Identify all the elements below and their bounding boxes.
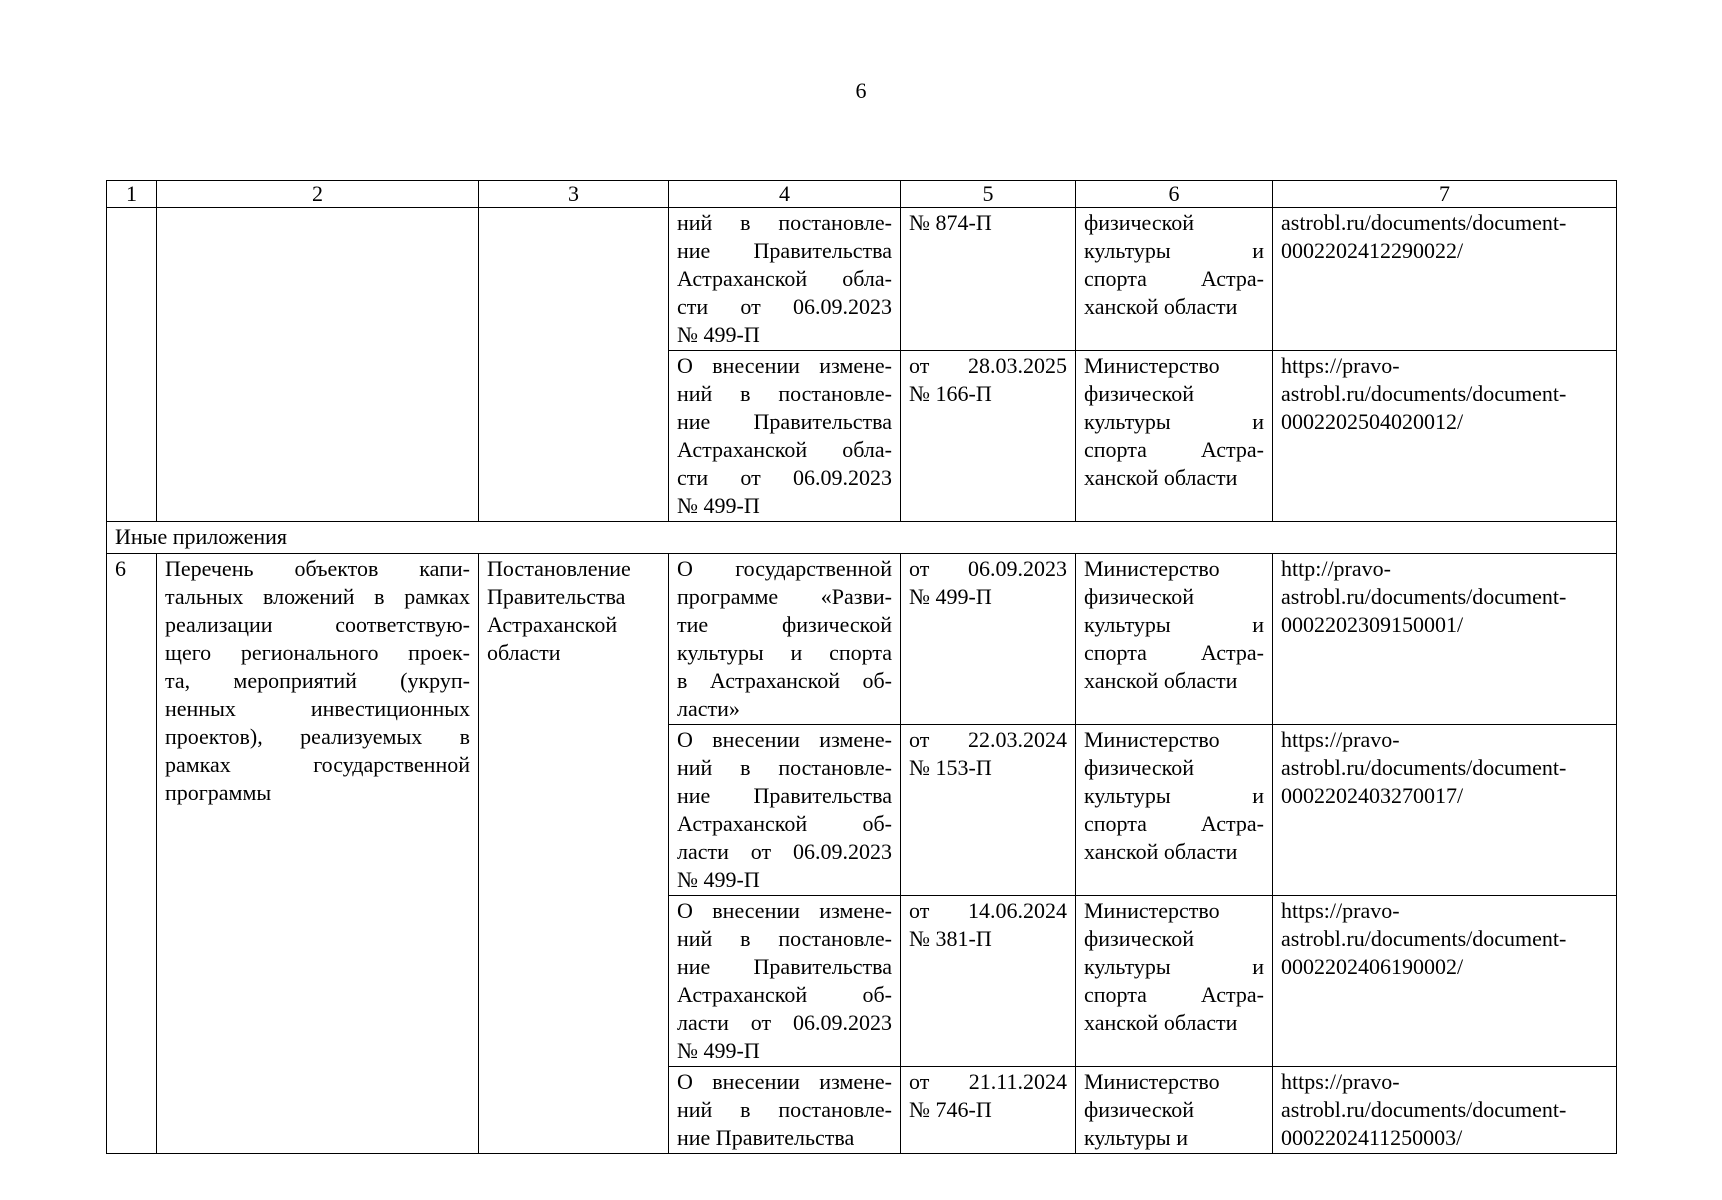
document-link-cell-line: https://pravo-	[1281, 353, 1400, 378]
responsible-body-cell	[1076, 208, 1273, 351]
document-date-number-cell-line: № 874-П	[909, 210, 992, 235]
document-date-number-cell	[901, 725, 1076, 896]
column-number: 7	[1273, 181, 1617, 208]
responsible-body-cell-line: культуры и	[1084, 954, 1264, 979]
document-title-cell-line: Астраханской об-	[677, 982, 892, 1007]
document-date-number-cell	[901, 554, 1076, 725]
responsible-body-cell-line: ханской области	[1084, 294, 1238, 319]
document-title-cell-line: № 499-П	[677, 322, 760, 347]
document-title-cell	[669, 554, 901, 725]
document-link-cell-line: 0002202406190002/	[1281, 954, 1464, 979]
component-name-cell-line: ненных инвестиционных	[165, 696, 470, 721]
document-date-number-cell-line: № 166-П	[909, 381, 992, 406]
document-title-cell	[669, 208, 901, 351]
document-link-cell[interactable]	[1273, 208, 1617, 351]
document-date-number-cell	[901, 896, 1076, 1067]
document-link-cell[interactable]	[1273, 351, 1617, 522]
document-link-cell-line: https://pravo-	[1281, 898, 1400, 923]
responsible-body-cell-line: ханской области	[1084, 668, 1238, 693]
document-link-cell[interactable]	[1273, 554, 1617, 725]
responsible-body-cell	[1076, 725, 1273, 896]
responsible-body-cell-line: Министерство	[1084, 556, 1220, 581]
document-title-cell-line: № 499-П	[677, 867, 760, 892]
document-title-cell-line: ние Правительства	[677, 409, 892, 434]
responsible-body-cell-line: физической	[1084, 926, 1194, 951]
component-name-cell	[157, 208, 479, 522]
document-title-cell-line: ние Правительства	[677, 783, 892, 808]
document-link-cell-line: 0002202504020012/	[1281, 409, 1464, 434]
document-link-cell-line: 0002202309150001/	[1281, 612, 1464, 637]
document-title-cell-line: ние Правительства	[677, 1125, 855, 1150]
document-link-cell-line: astrobl.ru/documents/document-	[1281, 584, 1567, 609]
document-title-cell-line: культуры и спорта	[677, 640, 892, 665]
responsible-body-cell-line: культуры и	[1084, 1125, 1188, 1150]
document-title-cell-line: ласти от 06.09.2023	[677, 1010, 892, 1035]
document-link-cell-line: 0002202412290022/	[1281, 238, 1464, 263]
document-date-number-cell-line: № 746-П	[909, 1097, 992, 1122]
section-row	[107, 522, 1617, 554]
document-title-cell-line: Астраханской обла-	[677, 266, 892, 291]
document-title-cell-line: ний в постановле-	[677, 755, 892, 780]
document-link-cell-line: 0002202411250003/	[1281, 1125, 1463, 1150]
row-number-cell: 6	[107, 554, 157, 1154]
document-title-cell	[669, 351, 901, 522]
column-number: 3	[479, 181, 669, 208]
document-type-cell-line: области	[487, 640, 561, 665]
document-type-cell-line: Астраханской	[487, 612, 618, 637]
document-date-number-cell-line: от 14.06.2024	[909, 898, 1067, 923]
component-name-cell	[157, 554, 479, 1154]
document-type-cell	[479, 554, 669, 1154]
document-title-cell-line: сти от 06.09.2023	[677, 465, 892, 490]
document-title-cell-line: ний в постановле-	[677, 1097, 892, 1122]
document-title-cell-line: ние Правительства	[677, 238, 892, 263]
responsible-body-cell-line: спорта Астра-	[1084, 640, 1264, 665]
column-number: 2	[157, 181, 479, 208]
responsible-body-cell-line: спорта Астра-	[1084, 266, 1264, 291]
document-title-cell-line: О внесении измене-	[677, 353, 892, 378]
document-title-cell-line: № 499-П	[677, 1038, 760, 1063]
document-title-cell-line: ние Правительства	[677, 954, 892, 979]
document-type-cell-line: Постановление	[487, 556, 631, 581]
responsible-body-cell-line: культуры и	[1084, 409, 1264, 434]
document-date-number-cell-line: от 22.03.2024	[909, 727, 1067, 752]
document-date-number-cell-line: от 21.11.2024	[909, 1069, 1067, 1094]
column-number: 6	[1076, 181, 1273, 208]
table-row	[107, 554, 1617, 725]
document-title-cell-line: № 499-П	[677, 493, 760, 518]
page-number: 6	[855, 78, 867, 103]
component-name-cell-line: щего регионального проек-	[165, 640, 470, 665]
component-name-cell-line: реализации соответствую-	[165, 612, 470, 637]
column-number: 1	[107, 181, 157, 208]
section-title: Иные приложения	[107, 522, 1617, 554]
document-title-cell-line: в Астраханской об-	[677, 668, 892, 693]
document-type-cell	[479, 208, 669, 522]
document-title-cell-line: Астраханской обла-	[677, 437, 892, 462]
document-link-cell-line: http://pravo-	[1281, 556, 1391, 581]
document-title-cell	[669, 896, 901, 1067]
document-title-cell-line: ний в постановле-	[677, 210, 892, 235]
document-title-cell-line: тие физической	[677, 612, 892, 637]
registry-table	[106, 180, 1617, 1154]
document-date-number-cell	[901, 351, 1076, 522]
document-type-cell-line: Правительства	[487, 584, 626, 609]
row-number-cell	[107, 208, 157, 522]
document-date-number-cell-line: от 06.09.2023	[909, 556, 1067, 581]
document-title-cell-line: ласти»	[677, 696, 740, 721]
responsible-body-cell-line: Министерство	[1084, 1069, 1220, 1094]
component-name-cell-line: та, мероприятий (укруп-	[165, 668, 470, 693]
document-date-number-cell	[901, 1067, 1076, 1154]
responsible-body-cell-line: культуры и	[1084, 238, 1264, 263]
responsible-body-cell-line: культуры и	[1084, 783, 1264, 808]
document-link-cell-line: 0002202403270017/	[1281, 783, 1464, 808]
document-link-cell-line: astrobl.ru/documents/document-	[1281, 381, 1567, 406]
document-title-cell-line: О внесении измене-	[677, 898, 892, 923]
responsible-body-cell-line: физической	[1084, 755, 1194, 780]
document-title-cell-line: программе «Разви-	[677, 584, 892, 609]
document-title-cell-line: сти от 06.09.2023	[677, 294, 892, 319]
responsible-body-cell-line: Министерство	[1084, 727, 1220, 752]
table-row	[107, 208, 1617, 351]
document-title-cell-line: О внесении измене-	[677, 727, 892, 752]
responsible-body-cell	[1076, 554, 1273, 725]
document-link-cell-line: https://pravo-	[1281, 1069, 1400, 1094]
document-link-cell-line: astrobl.ru/documents/document-	[1281, 1097, 1567, 1122]
responsible-body-cell-line: спорта Астра-	[1084, 437, 1264, 462]
responsible-body-cell-line: ханской области	[1084, 839, 1238, 864]
document-title-cell	[669, 725, 901, 896]
document-link-cell-line: https://pravo-	[1281, 727, 1400, 752]
column-number: 4	[669, 181, 901, 208]
document-link-cell-line: astrobl.ru/documents/document-	[1281, 755, 1567, 780]
document-date-number-cell-line: № 499-П	[909, 584, 992, 609]
responsible-body-cell-line: ханской области	[1084, 465, 1238, 490]
responsible-body-cell-line: физической	[1084, 584, 1194, 609]
responsible-body-cell-line: спорта Астра-	[1084, 982, 1264, 1007]
component-name-cell-line: программы	[165, 780, 272, 805]
document-date-number-cell	[901, 208, 1076, 351]
column-number-row	[107, 181, 1617, 208]
document-title-cell-line: Астраханской об-	[677, 811, 892, 836]
responsible-body-cell	[1076, 351, 1273, 522]
document-title-cell-line: ний в постановле-	[677, 926, 892, 951]
document-title-cell	[669, 1067, 901, 1154]
responsible-body-cell	[1076, 896, 1273, 1067]
responsible-body-cell-line: ханской области	[1084, 1010, 1238, 1035]
responsible-body-cell-line: физической	[1084, 210, 1194, 235]
column-number: 5	[901, 181, 1076, 208]
responsible-body-cell-line: спорта Астра-	[1084, 811, 1264, 836]
responsible-body-cell	[1076, 1067, 1273, 1154]
responsible-body-cell-line: культуры и	[1084, 612, 1264, 637]
document-title-cell-line: ний в постановле-	[677, 381, 892, 406]
document-title-cell-line: ласти от 06.09.2023	[677, 839, 892, 864]
component-name-cell-line: тальных вложений в рамках	[165, 584, 470, 609]
document-date-number-cell-line: № 153-П	[909, 755, 992, 780]
component-name-cell-line: рамках государственной	[165, 752, 470, 777]
document-link-cell[interactable]	[1273, 1067, 1617, 1154]
component-name-cell-line: проектов), реализуемых в	[165, 724, 470, 749]
document-link-cell[interactable]	[1273, 896, 1617, 1067]
component-name-cell-line: Перечень объектов капи-	[165, 556, 470, 581]
responsible-body-cell-line: физической	[1084, 1097, 1194, 1122]
responsible-body-cell-line: физической	[1084, 381, 1194, 406]
document-title-cell-line: О внесении измене-	[677, 1069, 892, 1094]
document-link-cell-line: astrobl.ru/documents/document-	[1281, 926, 1567, 951]
responsible-body-cell-line: Министерство	[1084, 898, 1220, 923]
document-link-cell-line: astrobl.ru/documents/document-	[1281, 210, 1567, 235]
document-link-cell[interactable]	[1273, 725, 1617, 896]
document-date-number-cell-line: от 28.03.2025	[909, 353, 1067, 378]
responsible-body-cell-line: Министерство	[1084, 353, 1220, 378]
document-title-cell-line: О государственной	[677, 556, 892, 581]
document-date-number-cell-line: № 381-П	[909, 926, 992, 951]
